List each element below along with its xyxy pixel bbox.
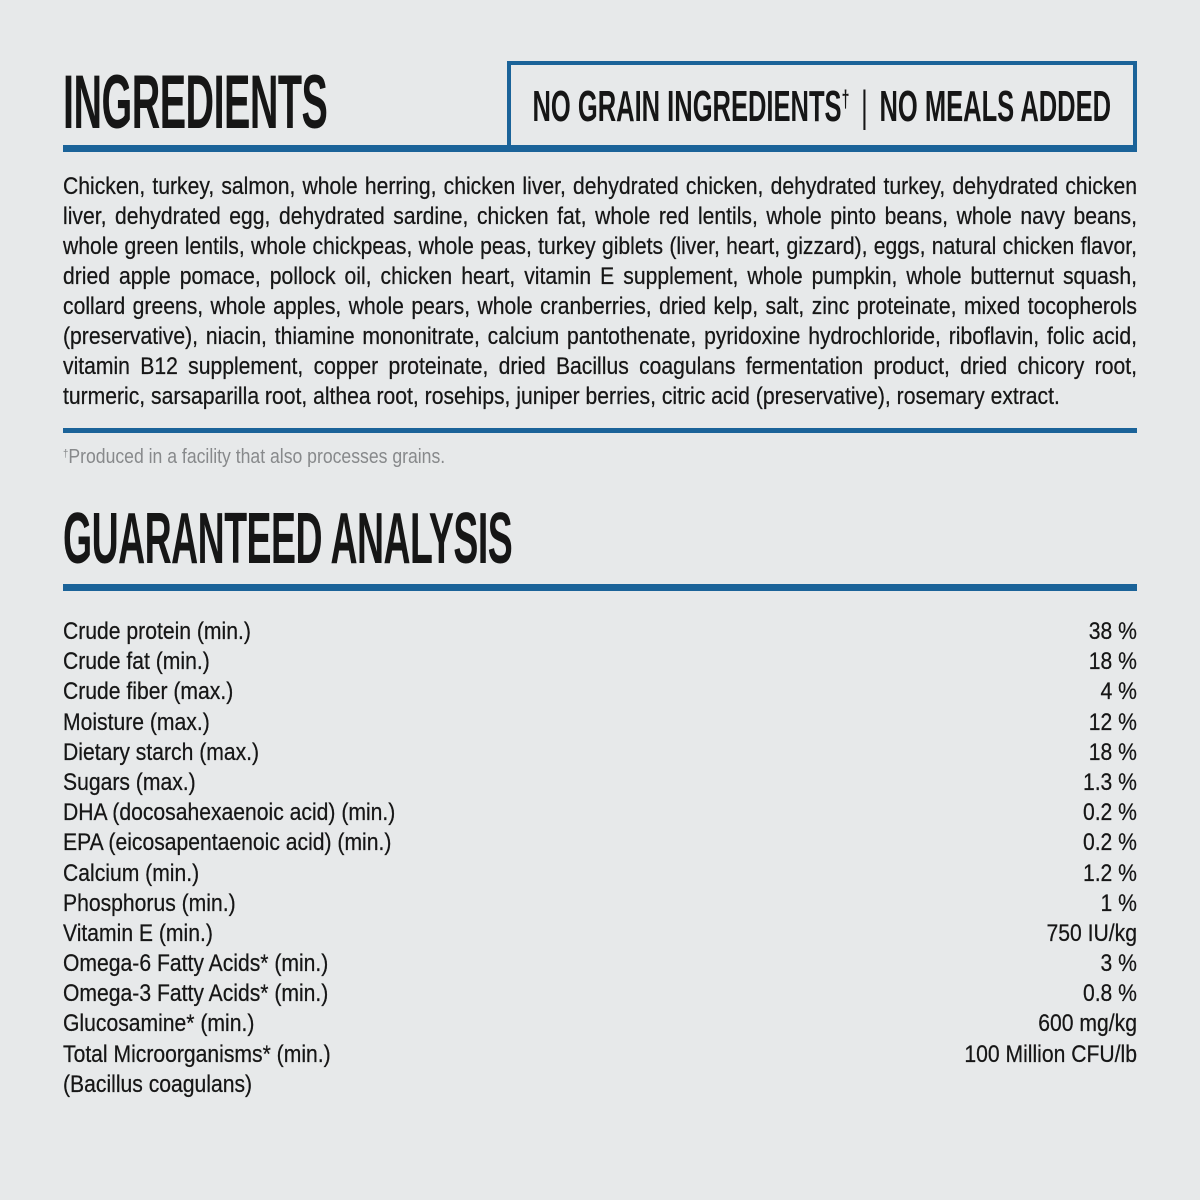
nutrient-value: 12 % (1088, 708, 1137, 736)
nutrient-value: 3 % (1100, 950, 1137, 978)
table-row (63, 677, 1137, 707)
nutrient-label: Phosphorus (min.) (63, 889, 236, 917)
table-row (63, 859, 1137, 889)
ingredients-header (63, 0, 1137, 152)
nutrient-value: 0.2 % (1082, 829, 1137, 857)
badge-separator: | (861, 81, 868, 131)
nutrient-value: 750 IU/kg (1046, 919, 1137, 947)
table-row (63, 889, 1137, 919)
nutrient-label: Crude protein (min.) (63, 618, 251, 645)
guaranteed-analysis-title: GUARANTEED ANALYSIS (63, 499, 513, 579)
nutrient-label: EPA (eicosapentaenoic acid) (min.) (63, 829, 392, 857)
nutrient-value: 1.3 % (1082, 768, 1137, 796)
table-row (63, 979, 1137, 1009)
table-row (63, 617, 1137, 647)
guaranteed-analysis-header (63, 499, 1137, 591)
no-grain-badge (507, 61, 1137, 152)
table-row (63, 1040, 1137, 1070)
nutrient-label: Total Microorganisms* (min.) (63, 1040, 331, 1068)
ingredients-title: INGREDIENTS (63, 60, 328, 145)
footnote-dagger: † (63, 447, 69, 460)
nutrient-label: Vitamin E (min.) (63, 919, 213, 947)
table-row (63, 1009, 1137, 1039)
nutrient-label: Omega-6 Fatty Acids* (min.) (63, 950, 329, 978)
guaranteed-analysis-rule (63, 584, 1137, 591)
nutrient-label: Crude fat (min.) (63, 648, 210, 676)
nutrient-value: 100 Million CFU/lb (964, 1040, 1137, 1068)
nutrient-label: DHA (docosahexaenoic acid) (min.) (63, 799, 396, 827)
no-grain-badge-text (532, 81, 1112, 131)
table-row (63, 828, 1137, 858)
table-row (63, 949, 1137, 979)
table-row (63, 738, 1137, 768)
nutrient-value: 18 % (1088, 738, 1137, 766)
analysis-table (63, 617, 1137, 1100)
nutrient-label: Omega-3 Fatty Acids* (min.) (63, 980, 329, 1008)
nutrient-label: Glucosamine* (min.) (63, 1010, 255, 1038)
nutrient-value: 0.2 % (1082, 799, 1137, 827)
nutrient-label: Moisture (max.) (63, 708, 210, 736)
grain-facility-footnote (63, 445, 1137, 469)
nutrient-value: 1 % (1100, 889, 1137, 917)
nutrient-label: Dietary starch (max.) (63, 738, 260, 766)
nutrient-value: 1.2 % (1082, 859, 1137, 887)
nutrient-label: Calcium (min.) (63, 859, 200, 887)
ingredients-header-rule (63, 145, 1137, 152)
nutrient-label: Sugars (max.) (63, 768, 196, 796)
nutrient-value: 4 % (1100, 678, 1137, 706)
nutrient-label: (Bacillus coagulans) (63, 1070, 253, 1098)
table-row (63, 768, 1137, 798)
badge-dagger: † (841, 86, 850, 114)
badge-left-text: NO GRAIN INGREDIENTS (532, 81, 842, 131)
table-row (63, 647, 1137, 677)
nutrient-value: 0.8 % (1082, 980, 1137, 1008)
nutrient-value: 18 % (1088, 648, 1137, 676)
footnote-text: Produced in a facility that also processes grains. (68, 446, 446, 468)
badge-right-text: NO MEALS ADDED (879, 81, 1112, 131)
table-row (63, 919, 1137, 949)
nutrient-value: 38 % (1088, 618, 1137, 645)
table-row (63, 1070, 1137, 1100)
nutrient-label: Crude fiber (max.) (63, 678, 234, 706)
footnote-divider-rule (63, 428, 1137, 433)
table-row (63, 708, 1137, 738)
ingredients-list-text: Chicken, turkey, salmon, whole herring, chicken liver, dehydrated chicken, dehydrated turkey, dehydrated chicken liver, dehydrated egg, dehydrated sardine, chicken fat, whole red lentils, whole pinto beans, whole navy beans, whole green lentils, whole chickpeas, whole peas, turkey giblets (liver, heart, gizzard), eggs, natural chicken flavor, dried apple pomace, pollock oil, chicken heart, vitamin E supplement, whole pumpkin, whole butternut squash, collard greens, whole apples, whole pears, whole cranberries, dried kelp, salt, zinc proteinate, mixed tocopherols (preservative), niacin, thiamine mononitrate, calcium pantothenate, pyridoxine hydrochloride, riboflavin, folic acid, vitamin B12 supplement, copper proteinate, dried Bacillus coagulans fermentation product, dried chicory root, turmeric, sarsaparilla root, althea root, rosehips, juniper berries, citric acid (preservative), rosemary extract. (63, 173, 1137, 410)
nutrient-value: 600 mg/kg (1038, 1010, 1137, 1038)
table-row (63, 798, 1137, 828)
